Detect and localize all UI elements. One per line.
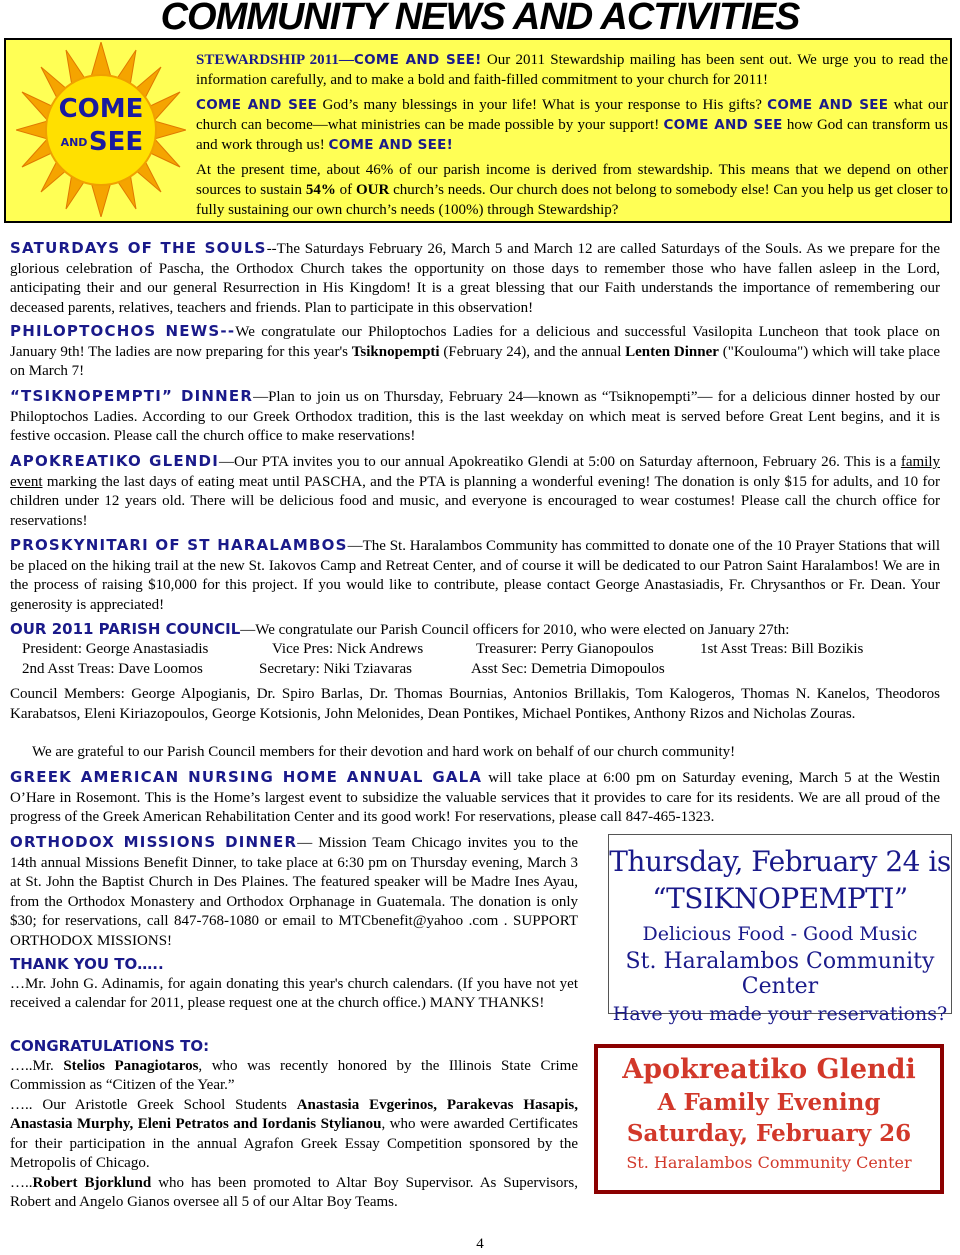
flyer-venue: St. Haralambos Community Center [625, 949, 935, 999]
stewardship-text-3c: church’s needs. Our church does not belong to somebody else! Can you help us get closer to fully sustaining our own church’s needs (100%) through Stewardship? [196, 182, 949, 218]
philoptochos-lenten: Lenten Dinner [625, 343, 719, 360]
stewardship-text-2a: God’s many blessings in your life! What is your response to His gifts? [317, 97, 768, 113]
stewardship-paragraph-3 [196, 160, 948, 220]
come-and-see-sun-logo [16, 42, 186, 217]
gala-text: will take place at 6:00 pm on Saturday evening, March 5 at the Westin O’Hare in Rosemont. This is the Home’s largest event to subsidize the valuable services that it provides to care for its residents. We are all proud of the progress of the Greek American Rehabilitation Center and its good work! For reservations, please call 847-465-1323. [10, 770, 940, 825]
tsiknopempti-text: —Plan to join us on Thursday, February 24—known as “Tsiknopempti”— for a delicious dinner hosted by our Philoptochos Ladies. According to our Greek Orthodox tradition, this is the last weekday on which meat is served before Great Lent begins, and it is festive occasion. Please call the church office to make reservations! [10, 389, 940, 444]
apokreatiko-text-b: marking the last days of eating meat until PASCHA, and the PTA is planning a wonderful evening! The donation is only $15 for adults, and 10 for children under 12 years old. There will be delicious food and music, and everyone is encouraged to wear costumes! Please call the church office for reservations! [10, 473, 940, 529]
proskynitari-text: —The St. Haralambos Community has committed to donate one of the 10 Prayer Stations that will be placed on the hiking trail at the new St. Iakovos Camp and Retreat Center, and of course it will be dedicated to our Patron Saint Haralambos! We are in the process of raising $10,000 for this project. If you would like to contribute, please contact George Anastasiadis, Fr. Chrysanthos or Fr. Dean. Your generosity is appreciated! [10, 538, 940, 613]
glendi-subtitle: A Family Evening [657, 1089, 881, 1116]
congrats-2-names: Anastasia Evgerinos, Parakevas Hasapis, Anastasia Murphy, Eleni Petratos and Iordanis Stylianou [10, 1096, 578, 1132]
philoptochos-section [10, 322, 940, 382]
council-officers [22, 640, 942, 679]
thanks-section [10, 955, 578, 1014]
officer-secretary: Secretary: Niki Tziavaras [259, 660, 412, 677]
stewardship-our: OUR [355, 182, 390, 198]
glendi-title: Apokreatiko Glendi [622, 1054, 916, 1085]
thanks-heading: THANK YOU TO….. [10, 955, 164, 973]
flyer-event-name: “TSIKNOPEMPTI” [652, 882, 908, 915]
apokreatiko-section [10, 452, 940, 531]
congrats-3-name: Robert Bjorklund [32, 1174, 152, 1191]
officer-treasurer: Treasurer: Perry Gianopoulos [476, 641, 654, 657]
apokreatiko-heading: APOKREATIKO GLENDI [10, 452, 219, 470]
glendi-flyer [594, 1044, 944, 1194]
stewardship-text-1: Our 2011 Stewardship mailing has been sent out. We urge you to read the information carefully, and to make a bold and faith-filled commitment to your church for 2011! [196, 52, 949, 88]
officer-president: President: George Anastasiadis [22, 641, 209, 657]
page-title: COMMUNITY NEWS AND ACTIVITIES [160, 0, 800, 38]
logo-text-see: SEE [88, 127, 144, 157]
officer-vice-president: Vice Pres: Nick Andrews [272, 641, 424, 657]
philoptochos-text-b: (February 24), and the annual [439, 343, 626, 360]
gala-section [10, 768, 940, 828]
logo-text-and: AND [60, 136, 88, 149]
congrats-2-prefix: ….. Our Aristotle Greek School Students [10, 1096, 297, 1113]
council-grateful: We are grateful to our Parish Council members for their devotion and hard work on behalf of our church community! [32, 744, 736, 760]
stewardship-text [196, 50, 948, 225]
souls-text: --The Saturdays February 26, March 5 and March 12 are called Saturdays of the Souls. As we prepare for the glorious celebration of Pascha, the Orthodox Church takes the opportunity on those days to remember those who have fallen asleep in the Lord, anticipating their and our general Resurrection in His Kingdom! It is a great blessing that our Faith understands the importance of remembering our deceased parents, relatives, teachers and friends. Plan to participate in this observation! [10, 241, 940, 316]
congrats-section [10, 1037, 578, 1213]
stewardship-percent: 54% [305, 182, 336, 198]
souls-section [10, 239, 940, 318]
flyer-question: Have you made your reservations? [612, 1003, 948, 1025]
officer-asst-secretary: Asst Sec: Demetria Dimopoulos [471, 660, 665, 677]
glendi-venue: St. Haralambos Community Center [626, 1153, 912, 1172]
stewardship-box [4, 38, 952, 223]
glendi-date: Saturday, February 26 [626, 1120, 912, 1147]
congrats-3-prefix: ….. [10, 1174, 33, 1191]
come-and-see-label: COME AND SEE [663, 117, 783, 133]
come-and-see-label: COME AND SEE [196, 97, 318, 113]
congrats-3-text: who has been promoted to Altar Boy Supervisor. As Supervisors, Robert and Angelo Gianos oversee all 5 of our Altar Boy Teams. [10, 1174, 578, 1210]
congrats-1-name: Stelios Panagiotaros [63, 1057, 199, 1074]
congrats-1-prefix: …..Mr. [10, 1057, 64, 1074]
stewardship-paragraph-1 [196, 50, 948, 90]
missions-heading: ORTHODOX MISSIONS DINNER [10, 833, 298, 851]
council-section [10, 620, 940, 641]
tsiknopempti-heading: “TSIKNOPEMPTI” DINNER [10, 387, 254, 405]
stewardship-text-3b: of [335, 182, 356, 198]
page-number: 4 [476, 1236, 484, 1252]
missions-text: — Mission Team Chicago invites you to the 14th annual Missions Benefit Dinner, to take place at 6:30 pm on Thursday evening, March 3 at St. John the Baptist Church in Des Plaines. The featured speaker will be Madre Ines Ayau, from the Orthodox Monastery and Orthodox Orphanage in Guatemala. The donation is only $30; for reservations, call 847-768-1080 or email to MTCbenefit@yahoo .com . SUPPORT ORTHODOX MISSIONS! [10, 835, 578, 949]
come-and-see-label: COME AND SEE! [353, 52, 482, 68]
officer-first-asst-treasurer: 1st Asst Treas: Bill Bozikis [700, 641, 864, 657]
stewardship-text-3a: At the present time, about 46% of our parish income is derived from stewardship. This means that we depend on other sources to sustain [196, 162, 948, 198]
officer-second-asst-treasurer: 2nd Asst Treas: Dave Loomos [22, 660, 203, 677]
proskynitari-heading: PROSKYNITARI OF ST HARALAMBOS [10, 536, 348, 554]
philoptochos-text-c: ("Koulouma") which will take place on March 7! [10, 343, 940, 379]
congrats-item-3 [10, 1174, 578, 1213]
stewardship-text-2b: what our church can become—what ministries can be made possible by your support! [196, 97, 948, 133]
congrats-2-text: , who were awarded Certificates for their participation in the annual Agrafon Greek Essay Competition sponsored by the Metropolis of Chicago. [10, 1116, 578, 1171]
congrats-1-text: , who was recently honored by the Illinois State Crime Commission as “Citizen of the Year.” [10, 1057, 578, 1093]
council-text: —We congratulate our Parish Council officers for 2010, who were elected on January 27th: [240, 622, 790, 638]
council-officers-row-1 [22, 640, 942, 660]
stewardship-heading: STEWARDSHIP 2011— [196, 52, 354, 68]
philoptochos-heading: PHILOPTOCHOS NEWS-- [10, 322, 236, 340]
logo-text-come: COME [58, 94, 144, 124]
congrats-heading: CONGRATULATIONS TO: [10, 1037, 210, 1055]
philoptochos-text-a: We congratulate our Philoptochos Ladies for a delicious and successful Vasilopita Luncheon that took place on January 9th! The ladies are now preparing for this year's [10, 324, 941, 360]
proskynitari-section [10, 536, 940, 615]
stewardship-paragraph-2 [196, 95, 948, 155]
flyer-date-line: Thursday, February 24 is [609, 845, 951, 878]
congrats-item-2 [10, 1096, 578, 1174]
come-and-see-label: COME AND SEE [767, 97, 889, 113]
souls-heading: SATURDAYS OF THE SOULS [10, 239, 267, 257]
tsiknopempti-section [10, 387, 940, 447]
council-members: Council Members: George Alpogianis, Dr. Spiro Barlas, Dr. Thomas Bournias, Antonios Brillakis, Tom Kalogeros, Thomas N. Kanelos, Theodoros Karabatsos, Eleni Kiriazopoulos, George Kotsionis, John Melonides, Dean Pontikes, Michael Pontikes, Anthony Rizos and Nicholas Zouras. [10, 686, 940, 722]
council-heading: OUR 2011 PARISH COUNCIL [10, 620, 241, 638]
flyer-tagline: Delicious Food - Good Music [642, 923, 918, 945]
come-and-see-label: COME AND SEE! [328, 137, 454, 153]
gala-heading: GREEK AMERICAN NURSING HOME ANNUAL GALA [10, 768, 483, 786]
council-officers-row-2 [22, 660, 942, 680]
tsiknopempti-flyer [608, 834, 952, 1025]
congrats-item-1 [10, 1057, 578, 1096]
thanks-text: …Mr. John G. Adinamis, for again donating this year's church calendars. (If you have not yet received a calendar for 2011, please request one at the church office.) MANY THANKS! [10, 975, 578, 1011]
family-event-link: family event [10, 454, 941, 490]
missions-section [10, 833, 578, 951]
philoptochos-tsik: Tsiknopempti [351, 343, 440, 360]
stewardship-text-2c: how God can transform us and work through us! [196, 117, 949, 153]
apokreatiko-text-a: —Our PTA invites you to our annual Apokreatiko Glendi at 5:00 on Saturday afternoon, February 26. This is a [219, 454, 901, 470]
